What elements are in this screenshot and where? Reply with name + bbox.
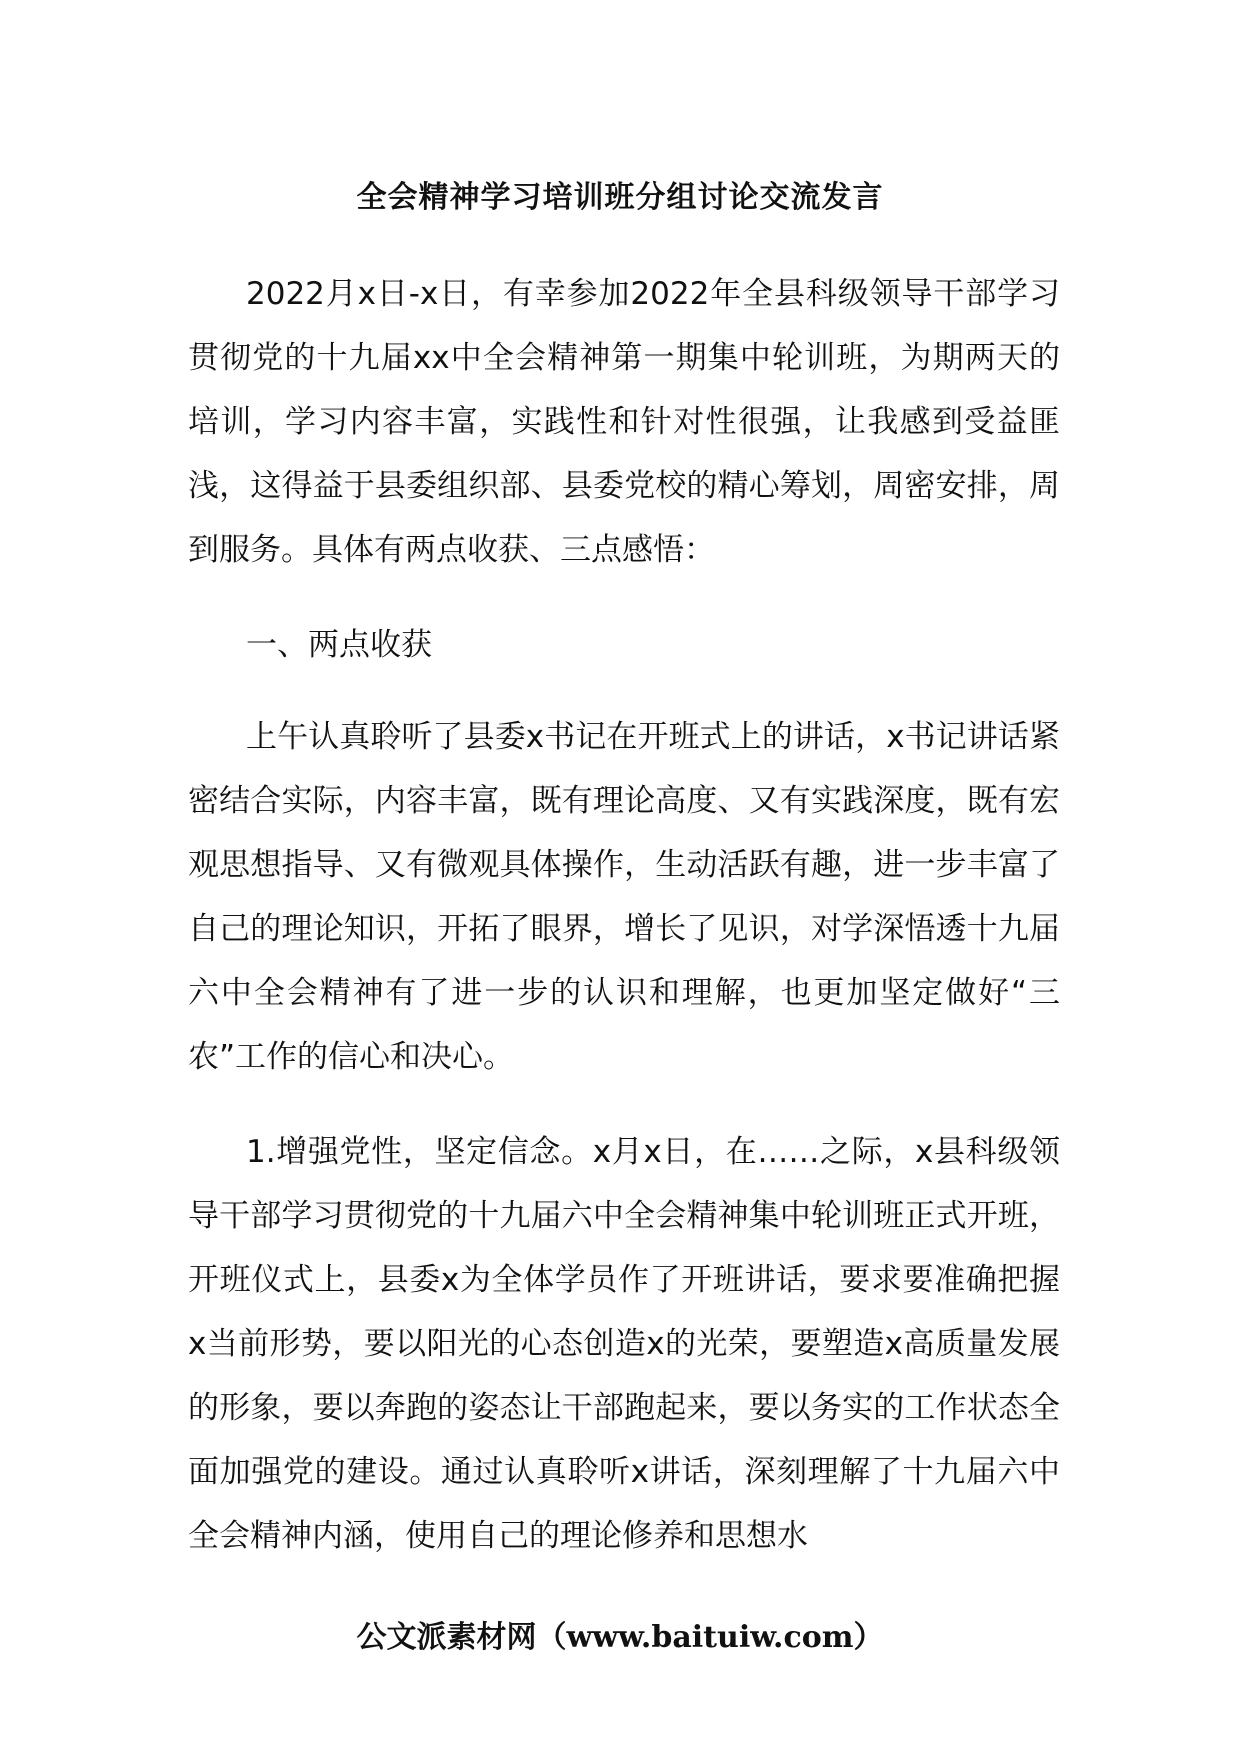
document-title: 全会精神学习培训班分组讨论交流发言 [356,180,884,215]
section-heading: 一、两点收获 [246,627,432,663]
footer-watermark: 公文派素材网（www.baituiw.com） [356,1620,884,1655]
intro-paragraph: 2022月x日-x日，有幸参加2022年全县科级领导干部学习贯彻党的十九届xx中全会精神第一期集中轮训班，为期两天的培训，学习内容丰富，实践性和针对性很强，让我感到受益匪浅，这得益于县委组织部、县委党校的精心筹划，周密安排，周到服务。具体有两点收获、三点感悟： [188,276,1060,568]
body-paragraph: 上午认真聆听了县委x书记在开班式上的讲话，x书记讲话紧密结合实际，内容丰富，既有理论高度、又有实践深度，既有宏观思想指导、又有微观具体操作，生动活跃有趣，进一步丰富了自己的理论知识，开拓了眼界，增长了见识，对学深悟透十九届六中全会精神有了进一步的认识和理解，也更加坚定做好“三农”工作的信心和决心。 [188,719,1060,1075]
body-paragraph: 1.增强党性，坚定信念。x月x日，在……之际，x县科级领导干部学习贯彻党的十九届六中全会精神集中轮训班正式开班，开班仪式上，县委x为全体学员作了开班讲话，要求要准确把握x当前形势，要以阳光的心态创造x的光荣，要塑造x高质量发展的形象，要以奔跑的姿态让干部跑起来，要以务实的工作状态全面加强党的建设。通过认真聆听x讲话，深刻理解了十九届六中全会精神内涵，使用自己的理论修养和思想水 [188,1134,1060,1554]
